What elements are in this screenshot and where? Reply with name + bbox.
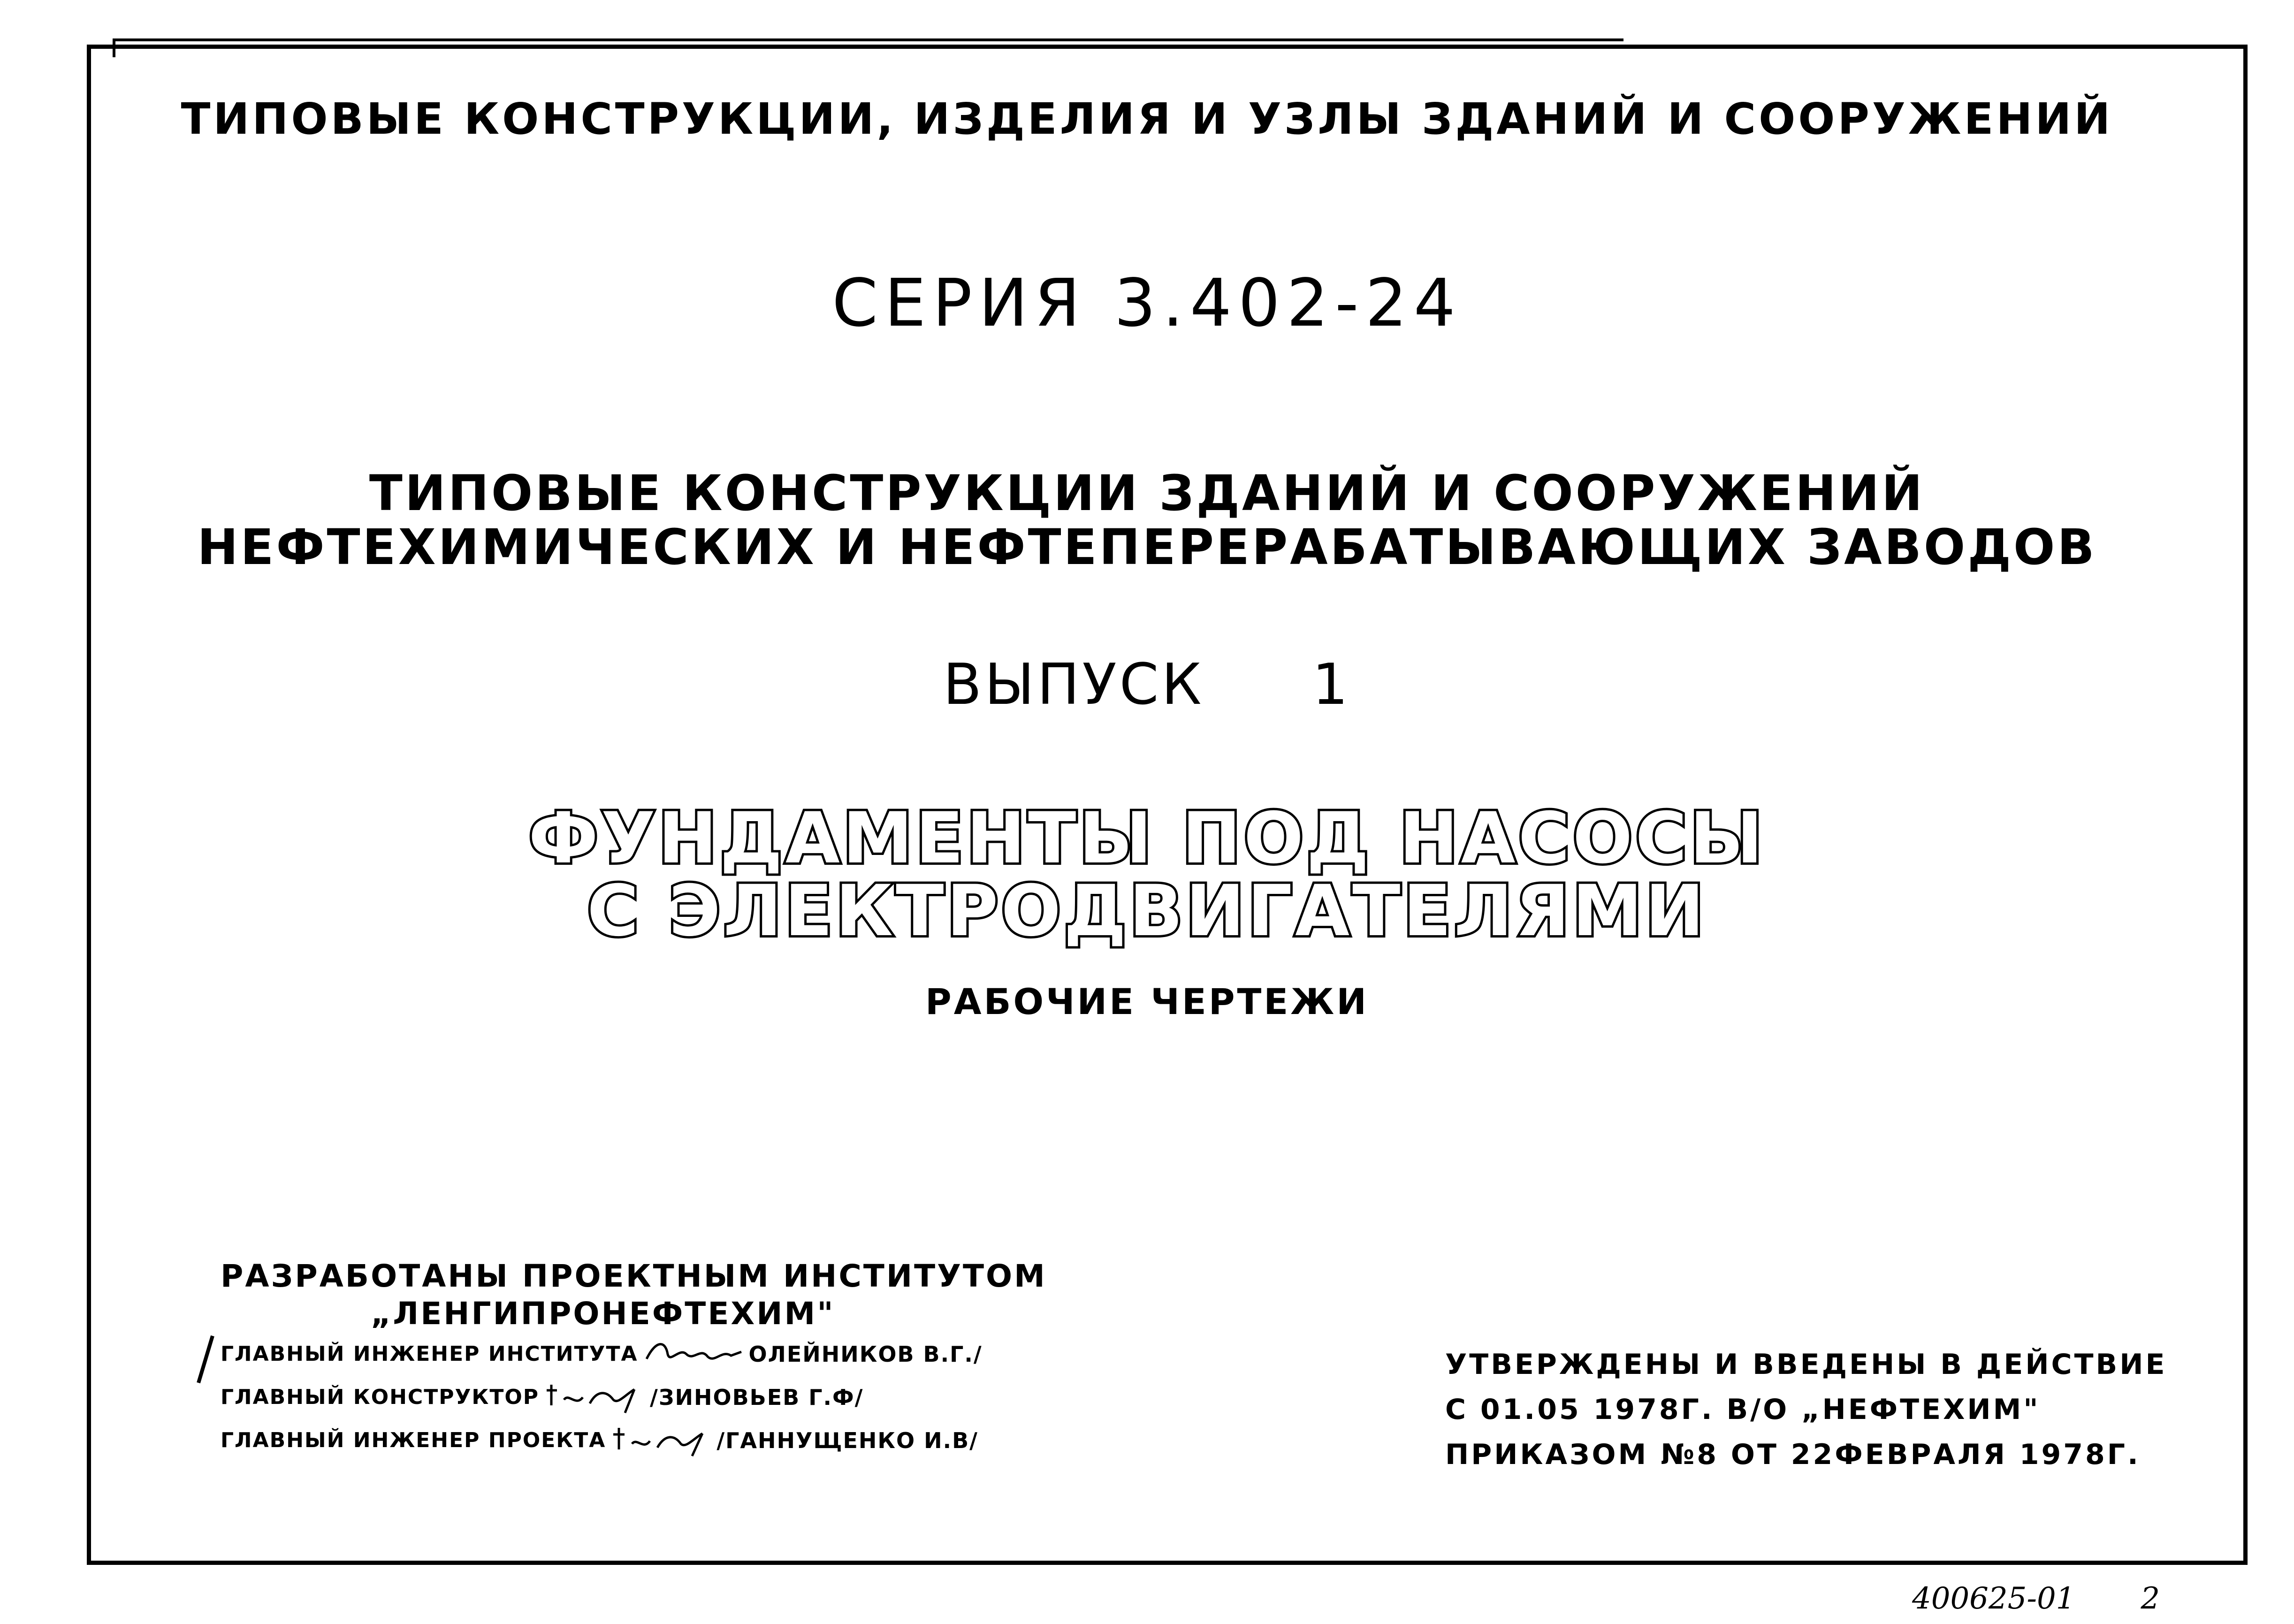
signatory-name: /ЗИНОВЬЕВ Г.Ф/	[650, 1385, 864, 1410]
page-number: 2	[2141, 1581, 2160, 1616]
signature-icon	[642, 1338, 745, 1371]
approval-line-3: ПРИКАЗОМ №8 ОТ 22ФЕВРАЛЯ 1978Г.	[1445, 1438, 2141, 1471]
signature-icon	[543, 1381, 646, 1414]
signatory-row	[221, 1376, 1047, 1419]
issue-label: ВЫПУСК	[943, 652, 1204, 717]
document-number	[1912, 1581, 2160, 1616]
main-title-line-2: С ЭЛЕКТРОДВИГАТЕЛЯМИ	[587, 870, 1707, 952]
developer-block	[221, 1258, 1047, 1462]
series-title-line-1: ТИПОВЫЕ КОНСТРУКЦИИ ЗДАНИЙ И СООРУЖЕНИЙ	[369, 465, 1925, 522]
approval-line-2: С 01.05 1978Г. В/О „НЕФТЕХИМ"	[1445, 1393, 2041, 1426]
signatory-role: ГЛАВНЫЙ ИНЖЕНЕР ИНСТИТУТА	[221, 1342, 638, 1366]
collection-title: ТИПОВЫЕ КОНСТРУКЦИИ, ИЗДЕЛИЯ И УЗЛЫ ЗДАНИЙ И СООРУЖЕНИЙ	[181, 94, 2113, 144]
signatory-name: ОЛЕЙНИКОВ В.Г./	[748, 1342, 983, 1367]
signatory-name: /ГАННУЩЕНКО И.В/	[716, 1428, 978, 1453]
approval-block	[1445, 1342, 2167, 1477]
signatory-row	[221, 1333, 1047, 1376]
signature-bracket-icon	[191, 1334, 220, 1385]
issue-number: 1	[1312, 652, 1351, 717]
approval-line-1: УТВЕРЖДЕНЫ И ВВЕДЕНЫ В ДЕЙСТВИЕ	[1445, 1348, 2167, 1381]
signatory-row	[221, 1419, 1047, 1462]
developer-line: РАЗРАБОТАНЫ ПРОЕКТНЫМ ИНСТИТУТОМ	[221, 1258, 1047, 1294]
series-label: СЕРИЯ 3.402-24	[832, 265, 1462, 342]
main-title-line-1: ФУНДАМЕНТЫ ПОД НАСОСЫ	[528, 798, 1766, 879]
frame-top-stub	[113, 38, 1623, 41]
signatory-role: ГЛАВНЫЙ ИНЖЕНЕР ПРОЕКТА	[221, 1428, 606, 1452]
developer-institute: „ЛЕНГИПРОНЕФТЕХИМ"	[371, 1296, 835, 1332]
signature-icon	[610, 1424, 713, 1457]
issue-heading	[0, 652, 2294, 717]
drawings-label: РАБОЧИЕ ЧЕРТЕЖИ	[925, 981, 1369, 1022]
signatory-role: ГЛАВНЫЙ КОНСТРУКТОР	[221, 1385, 540, 1409]
doc-number-text: 400625-01	[1912, 1581, 2075, 1616]
series-title-line-2: НЕФТЕХИМИЧЕСКИХ И НЕФТЕПЕРЕРАБАТЫВАЮЩИХ ЗАВОДОВ	[197, 518, 2097, 576]
